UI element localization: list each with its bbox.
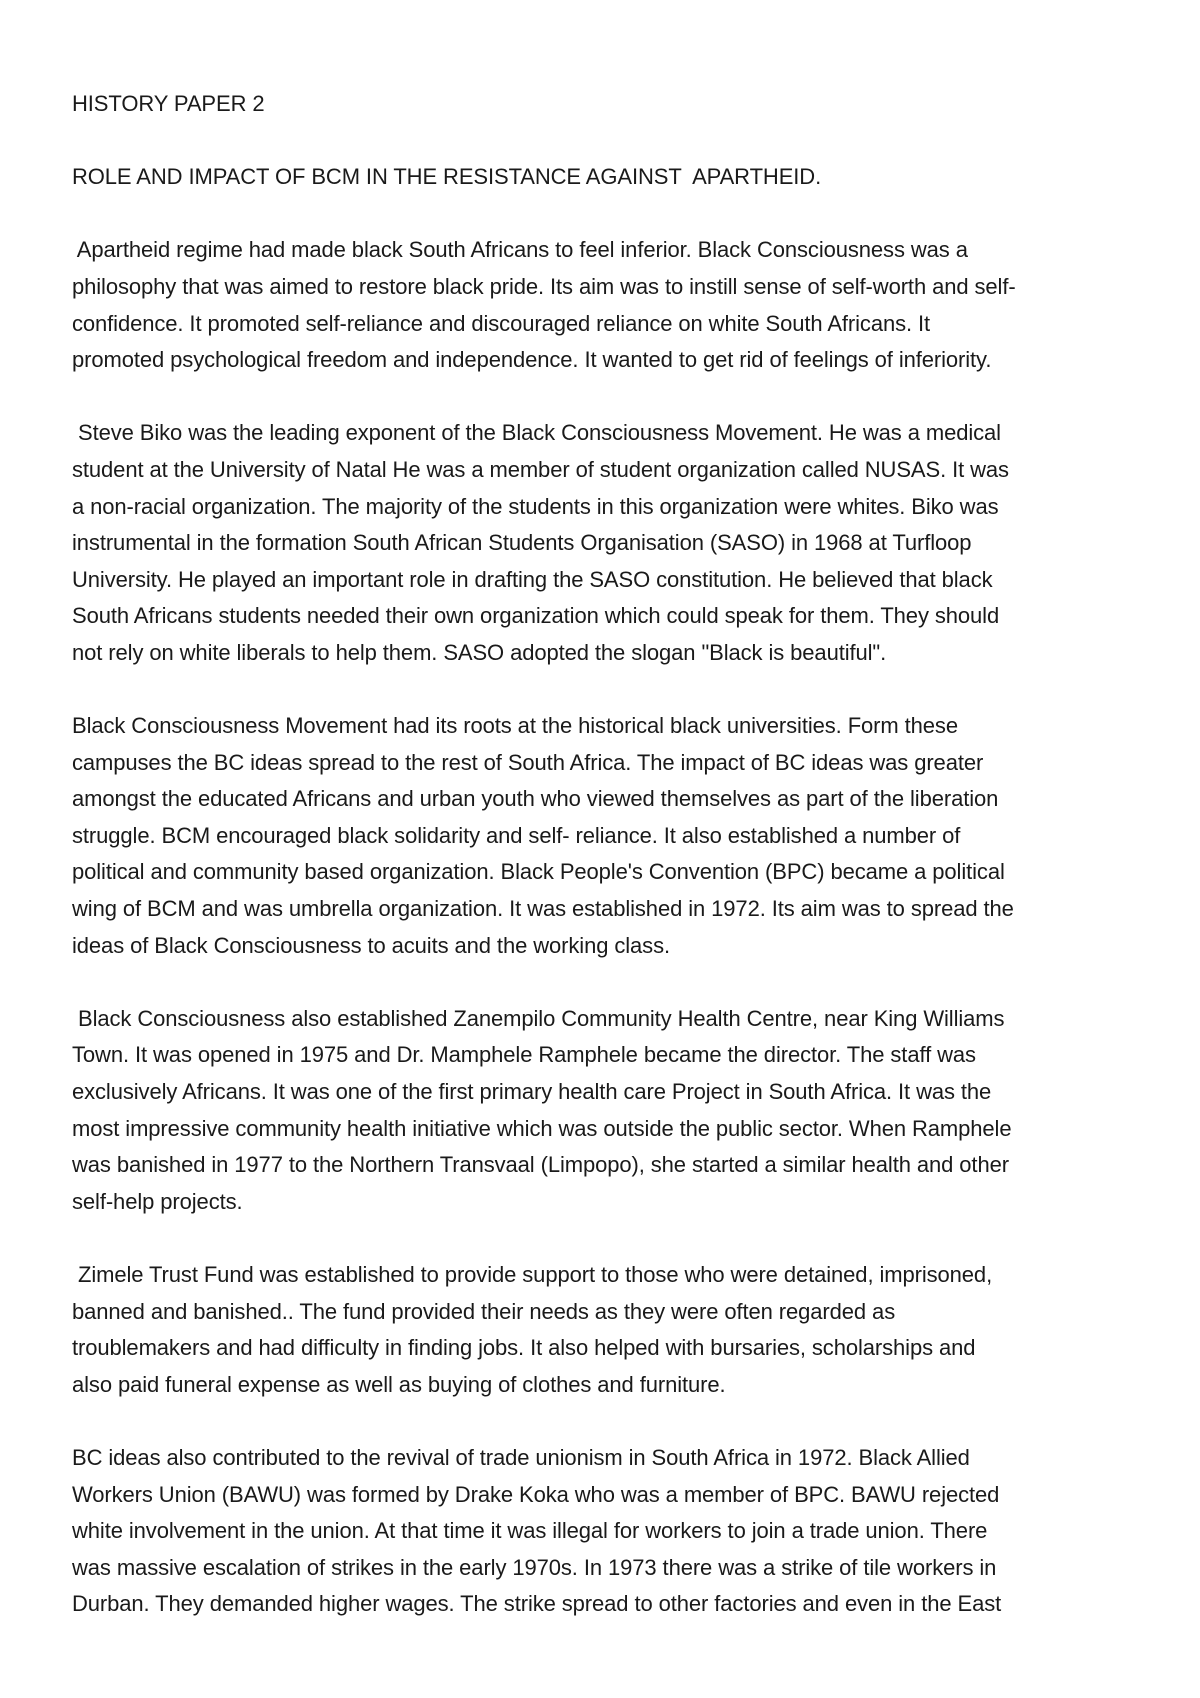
paragraph-line: philosophy that was aimed to restore black pride. Its aim was to instill sense of self-worth and self-	[72, 273, 1016, 299]
paragraph-apartheid-regime	[72, 232, 1132, 378]
paragraph-line: Workers Union (BAWU) was formed by Drake Koka who was a member of BPC. BAWU rejected	[72, 1481, 1000, 1507]
paragraph-line: Apartheid regime had made black South Africans to feel inferior. Black Consciousness was a	[72, 237, 968, 263]
paragraph-line: not rely on white liberals to help them. SASO adopted the slogan "Black is beautiful".	[72, 639, 887, 665]
paragraph-line: amongst the educated Africans and urban youth who viewed themselves as part of the liberation	[72, 786, 999, 812]
paragraph-trade-unionism	[72, 1440, 1132, 1623]
paragraph-line: confidence. It promoted self-reliance and discouraged reliance on white South Africans. It	[72, 310, 931, 336]
paragraph-line: struggle. BCM encouraged black solidarity and self- reliance. It also established a number of	[72, 822, 961, 848]
document-body	[72, 86, 1132, 1660]
paragraph-line: instrumental in the formation South African Students Organisation (SASO) in 1968 at Turfloop	[72, 530, 972, 556]
paragraph-line: campuses the BC ideas spread to the rest of South Africa. The impact of BC ideas was greater	[72, 749, 984, 775]
paragraph-line: exclusively Africans. It was one of the first primary health care Project in South Africa. It was the	[72, 1079, 992, 1105]
essay-title: ROLE AND IMPACT OF BCM IN THE RESISTANCE AGAINST APARTHEID.	[72, 164, 822, 190]
paragraph-line: Town. It was opened in 1975 and Dr. Mamphele Ramphele became the director. The staff was	[72, 1042, 976, 1068]
paragraph-line: also paid funeral expense as well as buying of clothes and furniture.	[72, 1371, 726, 1397]
paragraph-line: banned and banished.. The fund provided their needs as they were often regarded as	[72, 1298, 896, 1324]
paragraph-line: Zimele Trust Fund was established to provide support to those who were detained, imprisoned,	[72, 1262, 993, 1287]
paragraph-line: University. He played an important role in drafting the SASO constitution. He believed that black	[72, 566, 993, 592]
paragraph-line: Black Consciousness also established Zanempilo Community Health Centre, near King Williams	[72, 1005, 1005, 1031]
paragraph-line: Durban. They demanded higher wages. The strike spread to other factories and even in the East	[72, 1591, 1002, 1617]
paragraph-steve-biko	[72, 415, 1132, 671]
paragraph-line: white involvement in the union. At that time it was illegal for workers to join a trade union. There	[72, 1518, 988, 1544]
paragraph-line: a non-racial organization. The majority of the students in this organization were whites. Biko was	[72, 493, 999, 519]
paragraph-line: BC ideas also contributed to the revival of trade unionism in South Africa in 1972. Black Allied	[72, 1444, 970, 1470]
paragraph-line: South Africans students needed their own organization which could speak for them. They should	[72, 603, 1000, 629]
paragraph-line: most impressive community health initiative which was outside the public sector. When Ramphele	[72, 1115, 1012, 1141]
paragraph-line: troublemakers and had difficulty in finding jobs. It also helped with bursaries, scholarships and	[72, 1335, 976, 1361]
paragraph-line: Black Consciousness Movement had its roots at the historical black universities. Form these	[72, 713, 958, 739]
paragraph-line: ideas of Black Consciousness to acuits and the working class.	[72, 932, 670, 958]
paragraph-zimele-trust	[72, 1257, 1132, 1403]
paragraph-line: promoted psychological freedom and independence. It wanted to get rid of feelings of inferiority.	[72, 347, 992, 373]
paragraph-line: student at the University of Natal He was a member of student organization called NUSAS. It was	[72, 456, 1009, 482]
paragraph-zanempilo	[72, 1001, 1132, 1221]
paragraph-bcm-roots	[72, 708, 1132, 964]
paragraph-line: was banished in 1977 to the Northern Transvaal (Limpopo), she started a similar health and other	[72, 1152, 1009, 1178]
paragraph-line: self-help projects.	[72, 1188, 243, 1214]
paragraph-line: was massive escalation of strikes in the early 1970s. In 1973 there was a strike of tile workers in	[72, 1554, 997, 1580]
paper-title: HISTORY PAPER 2	[72, 91, 265, 116]
paragraph-line: political and community based organization. Black People's Convention (BPC) became a political	[72, 859, 1005, 885]
paragraph-line: Steve Biko was the leading exponent of the Black Consciousness Movement. He was a medical	[72, 420, 1001, 446]
paragraph-line: wing of BCM and was umbrella organization. It was established in 1972. Its aim was to spread the	[72, 896, 1014, 922]
